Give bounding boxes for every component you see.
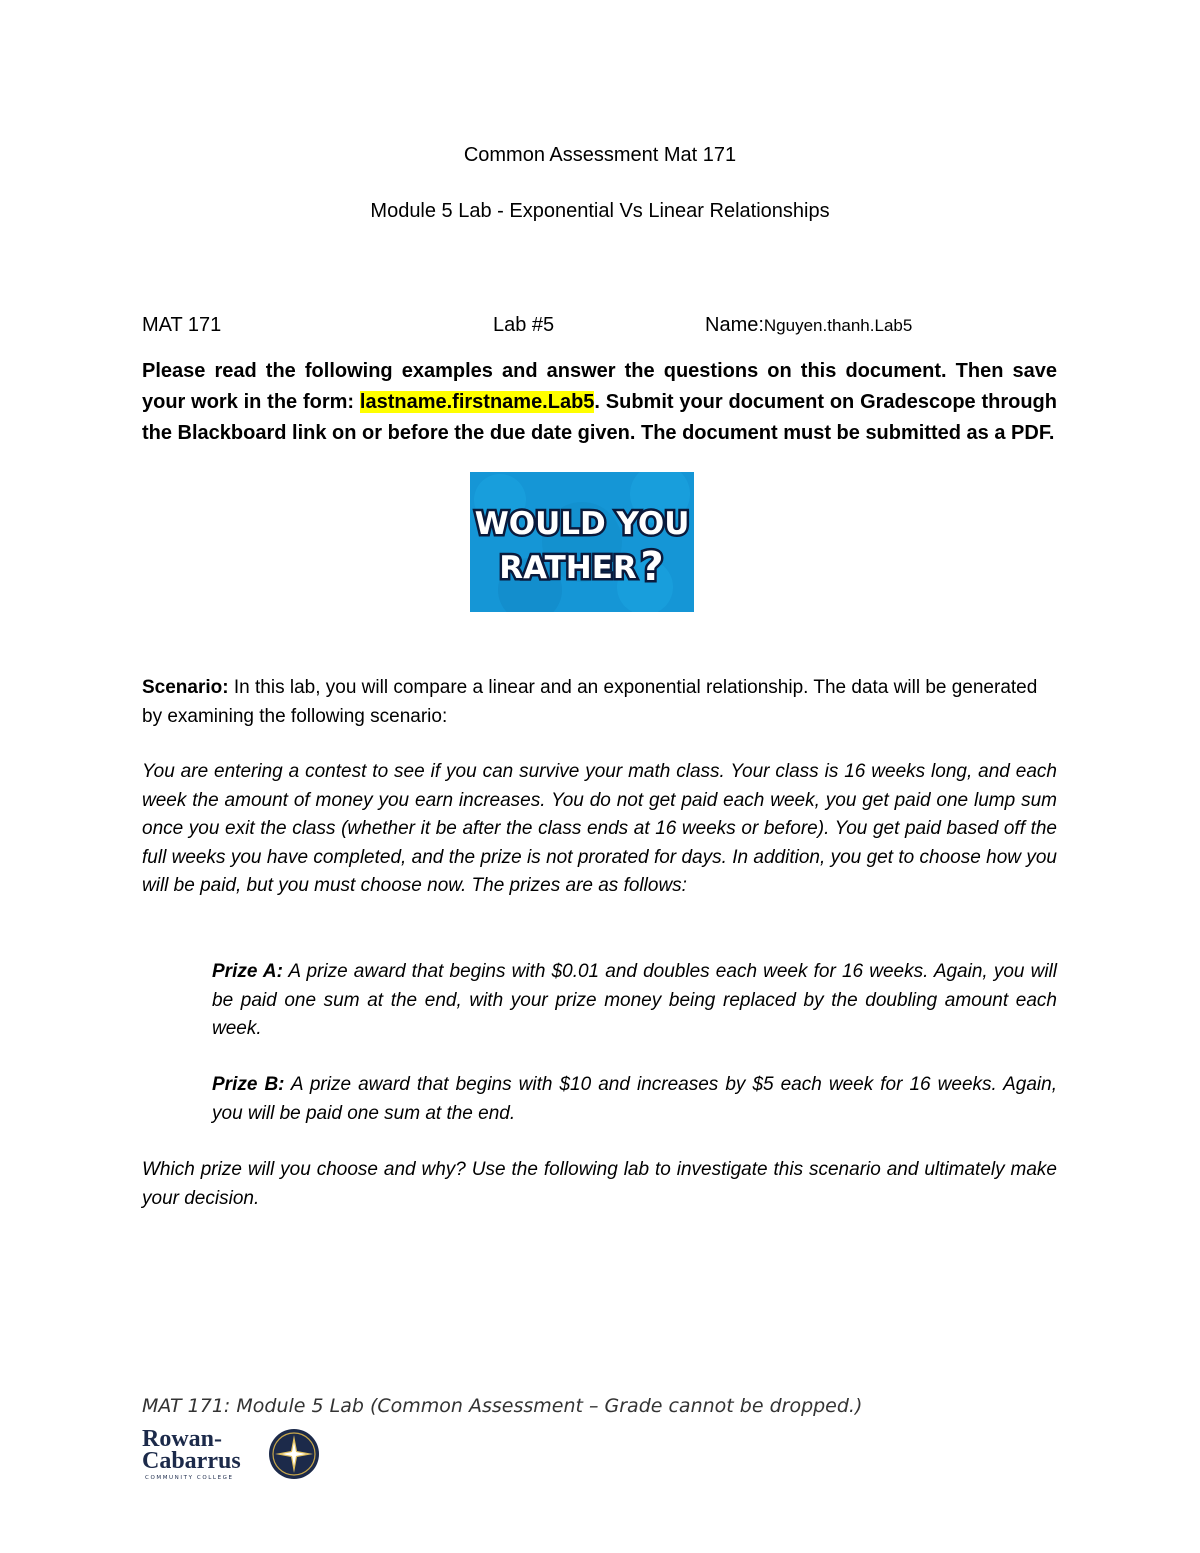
banner-question-mark: ? [640,544,664,590]
logo-line-2: Cabarrus [142,1448,241,1474]
document-title: Common Assessment Mat 171 [463,144,737,166]
prize-b-label: Prize B: [212,1074,285,1095]
name-label: Name: [705,314,764,336]
instructions-text: Please read the following examples and answer the questions on this document. Then save your work in the form: [142,360,1057,413]
compass-emblem-icon [269,1429,319,1479]
banner-line-1: WOULD YOU [474,506,690,542]
name-field [705,314,912,337]
name-value: Nguyen.thanh.Lab5 [763,316,913,335]
instructions-text-2: . Submit your document on Gradescope through the Blackboard link on or before the due date given. The document must be submitted as a PDF. [142,391,1057,444]
prize-b-paragraph [212,1071,1057,1128]
would-you-rather-banner [470,472,694,612]
document-subtitle: Module 5 Lab - Exponential Vs Linear Relationships [370,200,830,222]
college-logo-graphic [142,1424,322,1484]
footer-text: MAT 171: Module 5 Lab (Common Assessment – Grade cannot be dropped.) [142,1395,863,1417]
prize-a-label: Prize A: [212,961,283,982]
college-logo [142,1424,322,1484]
contest-paragraph: You are entering a contest to see if you can survive your math class. Your class is 16 weeks long, and each week the amount of money you earn increases. You do not get paid each week, you get paid one lump sum once you exit the class (whether it be after the class ends at 16 weeks or before). You get paid based off the full weeks you have completed, and the prize is not prorated for days. In addition, you get to choose how you will be paid, but you must choose now. The prizes are as follows: [142,761,1057,896]
scenario-label: Scenario: [142,677,229,698]
question-paragraph: Which prize will you choose and why? Use the following lab to investigate this scenario and ultimately make your decision. [142,1159,1057,1209]
banner-line-2: RATHER [499,550,637,586]
lab-number: Lab #5 [493,314,555,336]
filename-highlight: lastname.firstname.Lab5 [359,391,595,413]
instructions-paragraph [142,356,1057,449]
course-code: MAT 171 [142,314,222,336]
prize-a-paragraph [212,958,1057,1044]
prize-a-text: A prize award that begins with $0.01 and doubles each week for 16 weeks. Again, you will be paid one sum at the end, with your prize money being replaced by the doubling amount each week. [212,961,1057,1039]
prize-b-text: A prize award that begins with $10 and increases by $5 each week for 16 weeks. Again, you will be paid one sum at the end. [212,1074,1058,1124]
info-row [142,314,1057,342]
logo-subtitle: COMMUNITY COLLEGE [145,1475,234,1481]
logo-line-1: Rowan- [142,1426,223,1452]
scenario-text: In this lab, you will compare a linear and an exponential relationship. The data will be generated by examining the following scenario: [142,677,1038,727]
banner-graphic [470,472,694,612]
scenario-paragraph [142,674,1057,731]
